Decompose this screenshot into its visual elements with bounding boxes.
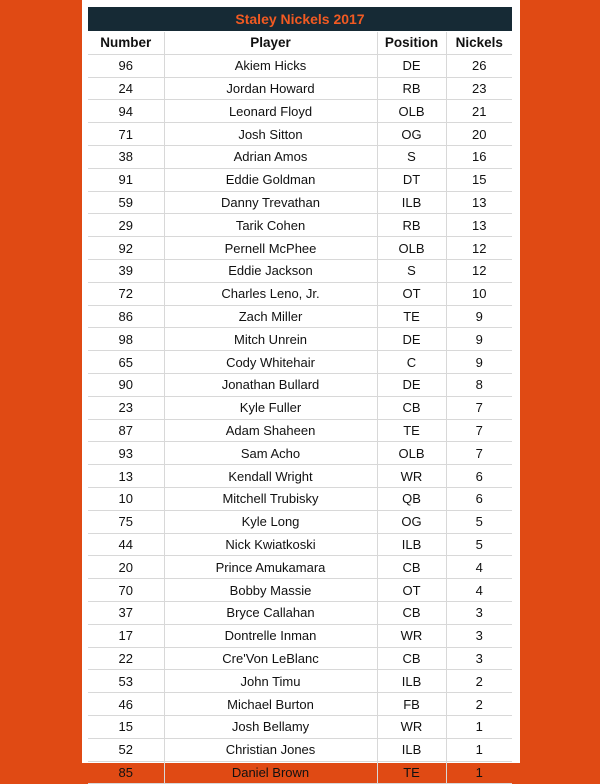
cell-position: OG bbox=[377, 123, 446, 146]
cell-number: 87 bbox=[88, 419, 164, 442]
table-row bbox=[88, 351, 512, 374]
cell-position: WR bbox=[377, 465, 446, 488]
cell-nickels: 5 bbox=[446, 533, 512, 556]
cell-position: CB bbox=[377, 556, 446, 579]
cell-player: John Timu bbox=[164, 670, 377, 693]
column-header-player: Player bbox=[164, 32, 377, 54]
table-row bbox=[88, 396, 512, 419]
cell-player: Charles Leno, Jr. bbox=[164, 282, 377, 305]
cell-player: Tarik Cohen bbox=[164, 214, 377, 237]
cell-nickels: 4 bbox=[446, 579, 512, 602]
cell-number: 23 bbox=[88, 396, 164, 419]
cell-player: Mitch Unrein bbox=[164, 328, 377, 351]
cell-position: RB bbox=[377, 214, 446, 237]
cell-position: OLB bbox=[377, 237, 446, 260]
table-row bbox=[88, 533, 512, 556]
cell-number: 96 bbox=[88, 54, 164, 77]
cell-number: 92 bbox=[88, 237, 164, 260]
cell-position: DT bbox=[377, 168, 446, 191]
spreadsheet-panel bbox=[82, 0, 520, 780]
table-row bbox=[88, 145, 512, 168]
cell-nickels: 9 bbox=[446, 328, 512, 351]
table-row bbox=[88, 328, 512, 351]
table-row bbox=[88, 761, 512, 784]
cell-number: 85 bbox=[88, 761, 164, 784]
cell-nickels: 9 bbox=[446, 305, 512, 328]
cell-number: 94 bbox=[88, 100, 164, 123]
cell-number: 98 bbox=[88, 328, 164, 351]
cell-number: 17 bbox=[88, 624, 164, 647]
cell-player: Christian Jones bbox=[164, 738, 377, 761]
table-row bbox=[88, 419, 512, 442]
cell-nickels: 6 bbox=[446, 487, 512, 510]
cell-position: CB bbox=[377, 396, 446, 419]
table-row bbox=[88, 601, 512, 624]
cell-position: ILB bbox=[377, 738, 446, 761]
cell-player: Danny Trevathan bbox=[164, 191, 377, 214]
cell-number: 59 bbox=[88, 191, 164, 214]
cell-position: RB bbox=[377, 77, 446, 100]
table-row bbox=[88, 487, 512, 510]
cell-nickels: 5 bbox=[446, 510, 512, 533]
cell-player: Adam Shaheen bbox=[164, 419, 377, 442]
table-row bbox=[88, 738, 512, 761]
cell-number: 91 bbox=[88, 168, 164, 191]
cell-nickels: 26 bbox=[446, 54, 512, 77]
cell-player: Adrian Amos bbox=[164, 145, 377, 168]
table-row bbox=[88, 259, 512, 282]
cell-nickels: 16 bbox=[446, 145, 512, 168]
cell-position: WR bbox=[377, 715, 446, 738]
cell-position: DE bbox=[377, 54, 446, 77]
cell-number: 39 bbox=[88, 259, 164, 282]
cell-nickels: 9 bbox=[446, 351, 512, 374]
table-row bbox=[88, 579, 512, 602]
cell-number: 46 bbox=[88, 693, 164, 716]
cell-player: Bobby Massie bbox=[164, 579, 377, 602]
cell-nickels: 3 bbox=[446, 647, 512, 670]
cell-nickels: 1 bbox=[446, 715, 512, 738]
table-title: Staley Nickels 2017 bbox=[88, 7, 512, 31]
cell-nickels: 7 bbox=[446, 396, 512, 419]
cell-nickels: 12 bbox=[446, 259, 512, 282]
cell-number: 29 bbox=[88, 214, 164, 237]
cell-nickels: 4 bbox=[446, 556, 512, 579]
cell-player: Zach Miller bbox=[164, 305, 377, 328]
cell-player: Kendall Wright bbox=[164, 465, 377, 488]
cell-number: 20 bbox=[88, 556, 164, 579]
table-row bbox=[88, 693, 512, 716]
header-row bbox=[88, 32, 512, 54]
cell-nickels: 7 bbox=[446, 442, 512, 465]
cell-position: ILB bbox=[377, 533, 446, 556]
cell-player: Leonard Floyd bbox=[164, 100, 377, 123]
cell-player: Cody Whitehair bbox=[164, 351, 377, 374]
table-row bbox=[88, 442, 512, 465]
table-row bbox=[88, 465, 512, 488]
table-row bbox=[88, 556, 512, 579]
cell-player: Jonathan Bullard bbox=[164, 373, 377, 396]
cell-position: ILB bbox=[377, 191, 446, 214]
cell-nickels: 6 bbox=[446, 465, 512, 488]
cell-position: OG bbox=[377, 510, 446, 533]
table-row bbox=[88, 373, 512, 396]
cell-nickels: 3 bbox=[446, 601, 512, 624]
cell-number: 65 bbox=[88, 351, 164, 374]
cell-nickels: 21 bbox=[446, 100, 512, 123]
cell-player: Prince Amukamara bbox=[164, 556, 377, 579]
cell-position: C bbox=[377, 351, 446, 374]
cell-player: Akiem Hicks bbox=[164, 54, 377, 77]
cell-number: 10 bbox=[88, 487, 164, 510]
table-row bbox=[88, 670, 512, 693]
cell-number: 93 bbox=[88, 442, 164, 465]
cell-number: 53 bbox=[88, 670, 164, 693]
cell-position: S bbox=[377, 259, 446, 282]
cell-player: Josh Sitton bbox=[164, 123, 377, 146]
cell-position: S bbox=[377, 145, 446, 168]
cell-number: 15 bbox=[88, 715, 164, 738]
cell-nickels: 8 bbox=[446, 373, 512, 396]
cell-player: Dontrelle Inman bbox=[164, 624, 377, 647]
table-row bbox=[88, 54, 512, 77]
cell-player: Daniel Brown bbox=[164, 761, 377, 784]
table-row bbox=[88, 77, 512, 100]
cell-player: Josh Bellamy bbox=[164, 715, 377, 738]
column-header-position: Position bbox=[377, 32, 446, 54]
cell-player: Kyle Long bbox=[164, 510, 377, 533]
cell-nickels: 1 bbox=[446, 761, 512, 784]
cell-player: Eddie Goldman bbox=[164, 168, 377, 191]
cell-player: Sam Acho bbox=[164, 442, 377, 465]
cell-number: 75 bbox=[88, 510, 164, 533]
cell-position: OT bbox=[377, 282, 446, 305]
table-row bbox=[88, 237, 512, 260]
cell-number: 24 bbox=[88, 77, 164, 100]
cell-number: 70 bbox=[88, 579, 164, 602]
cell-position: CB bbox=[377, 647, 446, 670]
cell-player: Michael Burton bbox=[164, 693, 377, 716]
cell-nickels: 15 bbox=[446, 168, 512, 191]
cell-nickels: 1 bbox=[446, 738, 512, 761]
nickels-table bbox=[88, 32, 512, 784]
cell-number: 71 bbox=[88, 123, 164, 146]
cell-position: ILB bbox=[377, 670, 446, 693]
table-body bbox=[88, 54, 512, 784]
cell-nickels: 23 bbox=[446, 77, 512, 100]
cell-player: Eddie Jackson bbox=[164, 259, 377, 282]
cell-position: OLB bbox=[377, 442, 446, 465]
cell-position: TE bbox=[377, 305, 446, 328]
cell-nickels: 2 bbox=[446, 693, 512, 716]
cell-player: Mitchell Trubisky bbox=[164, 487, 377, 510]
table-row bbox=[88, 100, 512, 123]
table-row bbox=[88, 191, 512, 214]
cell-position: OLB bbox=[377, 100, 446, 123]
cell-position: CB bbox=[377, 601, 446, 624]
cell-position: OT bbox=[377, 579, 446, 602]
cell-nickels: 2 bbox=[446, 670, 512, 693]
cell-player: Pernell McPhee bbox=[164, 237, 377, 260]
cell-nickels: 7 bbox=[446, 419, 512, 442]
column-header-nickels: Nickels bbox=[446, 32, 512, 54]
cell-nickels: 13 bbox=[446, 191, 512, 214]
cell-nickels: 10 bbox=[446, 282, 512, 305]
cell-position: TE bbox=[377, 761, 446, 784]
table-row bbox=[88, 715, 512, 738]
cell-player: Cre'Von LeBlanc bbox=[164, 647, 377, 670]
table-row bbox=[88, 624, 512, 647]
table-row bbox=[88, 123, 512, 146]
table-row bbox=[88, 647, 512, 670]
cell-player: Nick Kwiatkoski bbox=[164, 533, 377, 556]
cell-position: DE bbox=[377, 328, 446, 351]
cell-player: Kyle Fuller bbox=[164, 396, 377, 419]
cell-position: QB bbox=[377, 487, 446, 510]
cell-nickels: 12 bbox=[446, 237, 512, 260]
cell-number: 38 bbox=[88, 145, 164, 168]
cell-number: 86 bbox=[88, 305, 164, 328]
cell-player: Jordan Howard bbox=[164, 77, 377, 100]
column-header-number: Number bbox=[88, 32, 164, 54]
cell-number: 72 bbox=[88, 282, 164, 305]
cell-nickels: 20 bbox=[446, 123, 512, 146]
cell-number: 22 bbox=[88, 647, 164, 670]
cell-number: 44 bbox=[88, 533, 164, 556]
table-row bbox=[88, 214, 512, 237]
cell-number: 52 bbox=[88, 738, 164, 761]
cell-number: 13 bbox=[88, 465, 164, 488]
cell-position: FB bbox=[377, 693, 446, 716]
cell-nickels: 13 bbox=[446, 214, 512, 237]
cell-position: DE bbox=[377, 373, 446, 396]
cell-player: Bryce Callahan bbox=[164, 601, 377, 624]
cell-number: 90 bbox=[88, 373, 164, 396]
table-row bbox=[88, 282, 512, 305]
cell-nickels: 3 bbox=[446, 624, 512, 647]
table-row bbox=[88, 305, 512, 328]
table-row bbox=[88, 168, 512, 191]
cell-number: 37 bbox=[88, 601, 164, 624]
cell-position: WR bbox=[377, 624, 446, 647]
table-row bbox=[88, 510, 512, 533]
cell-position: TE bbox=[377, 419, 446, 442]
